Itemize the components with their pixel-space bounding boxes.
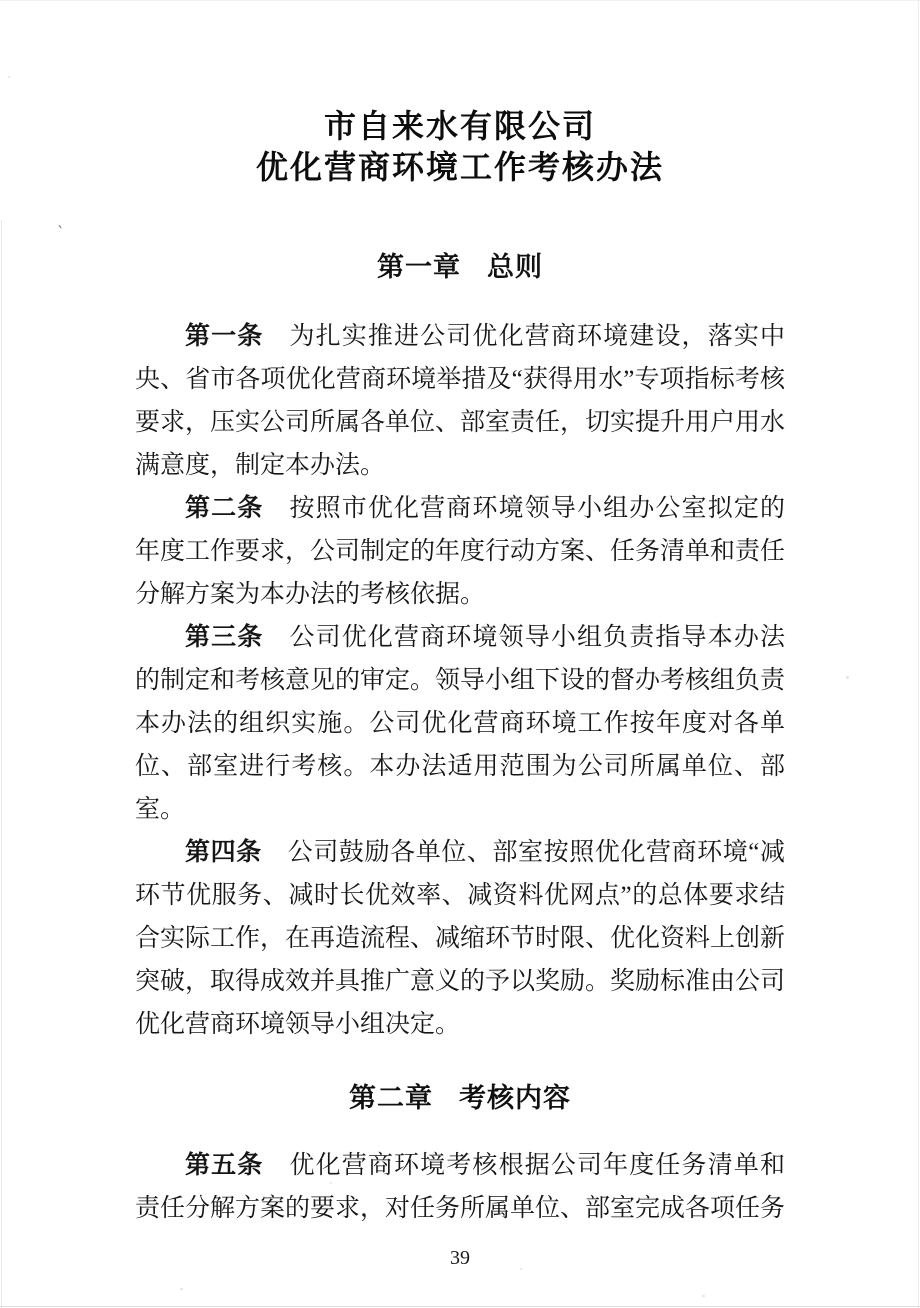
scan-noise-speck bbox=[520, 1268, 522, 1270]
chapter-1-name: 总则 bbox=[487, 252, 543, 282]
document-title-line-2: 优化营商环境工作考核办法 bbox=[255, 149, 664, 185]
article-2 bbox=[135, 487, 785, 616]
scan-noise-speck bbox=[702, 1295, 705, 1297]
scan-noise-speck bbox=[8, 76, 10, 78]
scan-noise-speck bbox=[846, 676, 849, 679]
article-1-label: 第一条 bbox=[185, 323, 264, 350]
scan-edge-right bbox=[918, 0, 919, 1308]
scan-edge-bottom bbox=[0, 1306, 920, 1307]
scan-noise-speck bbox=[330, 1182, 332, 1184]
chapter-2-heading bbox=[0, 1083, 920, 1114]
article-3-label: 第三条 bbox=[185, 624, 264, 651]
article-5-text: 优化营商环境考核根据公司年度任务清单和责任分解方案的要求，对任务所属单位、部室完成各项任务 bbox=[135, 1152, 786, 1222]
article-5-label: 第五条 bbox=[185, 1152, 264, 1179]
article-4-label: 第四条 bbox=[185, 839, 262, 866]
article-1-text: 为扎实推进公司优化营商环境建设，落实中央、省市各项优化营商环境举措及“获得用水”专项指标考核要求，压实公司所属各单位、部室责任，切实提升用户用水满意度，制定本办法。 bbox=[135, 323, 786, 479]
scan-edge-left bbox=[1, 220, 2, 1308]
article-2-text: 按照市优化营商环境领导小组办公室拟定的年度工作要求，公司制定的年度行动方案、任务清单和责任分解方案为本办法的考核依据。 bbox=[135, 495, 786, 608]
article-5 bbox=[135, 1144, 785, 1230]
scan-artifact-mark: ˋ bbox=[54, 221, 65, 243]
article-2-label: 第二条 bbox=[185, 495, 264, 522]
chapter-1-number: 第一章 bbox=[377, 252, 461, 282]
chapter-2-name: 考核内容 bbox=[459, 1083, 571, 1113]
document-title bbox=[0, 0, 920, 188]
article-3 bbox=[135, 616, 785, 831]
article-3-text: 公司优化营商环境领导小组负责指导本办法的制定和考核意见的审定。领导小组下设的督办考核组负责本办法的组织实施。公司优化营商环境工作按年度对各单位、部室进行考核。本办法适用范围为公司所属单位、部室。 bbox=[135, 624, 786, 823]
chapter-2-number: 第二章 bbox=[349, 1083, 433, 1113]
page-number: 39 bbox=[450, 1247, 470, 1269]
article-4 bbox=[135, 831, 785, 1046]
scan-noise-speck bbox=[180, 1288, 183, 1290]
article-4-text: 公司鼓励各单位、部室按照优化营商环境“减环节优服务、减时长优效率、减资料优网点”的总体要求结合实际工作，在再造流程、减缩环节时限、优化资料上创新突破，取得成效并具推广意义的予以奖励。奖励标准由公司优化营商环境领导小组决定。 bbox=[135, 839, 786, 1038]
chapter-1-heading bbox=[0, 252, 920, 283]
article-1 bbox=[135, 315, 785, 487]
scan-edge-top bbox=[0, 0, 920, 1]
document-title-line-1: 市自来水有限公司 bbox=[323, 108, 596, 144]
